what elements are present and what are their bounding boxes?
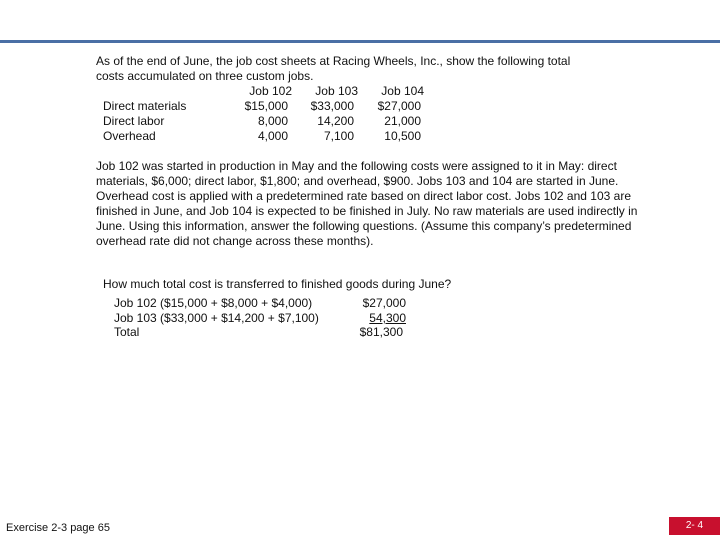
- answer-label-job-103: Job 103 ($33,000 + $14,200 + $7,100): [114, 311, 319, 325]
- header-job-102: Job 102: [249, 84, 292, 98]
- cell-dm-104: $27,000: [377, 99, 421, 113]
- problem-paragraph: [96, 159, 644, 249]
- intro-line-2: costs accumulated on three custom jobs.: [96, 69, 314, 83]
- cell-dl-102: 8,000: [257, 114, 288, 128]
- cell-oh-104: 10,500: [384, 129, 421, 143]
- question-text: How much total cost is transferred to finished goods during June?: [103, 277, 452, 291]
- paragraph-line: overhead rate did not change across these months).: [96, 234, 374, 248]
- cell-oh-102: 4,000: [257, 129, 288, 143]
- answer-value-job-103: 54,300: [369, 311, 406, 325]
- cell-dl-104: 21,000: [384, 114, 421, 128]
- paragraph-line: Job 102 was started in production in May and the following costs were assigned to it in May: direct: [96, 159, 617, 173]
- paragraph-line: finished in June, and Job 104 is expected to be finished in July. No raw materials are used indirectly in: [96, 204, 638, 218]
- cell-dm-102: $15,000: [244, 99, 288, 113]
- answer-label-total: Total: [114, 325, 140, 339]
- paragraph-line: Overhead cost is applied with a predetermined rate based on direct labor cost. Jobs 102 and 103 are: [96, 189, 631, 203]
- row-label-direct-labor: Direct labor: [103, 114, 165, 128]
- row-label-direct-materials: Direct materials: [103, 99, 187, 113]
- source-reference: Exercise 2-3 page 65: [6, 522, 110, 534]
- answer-value-job-102: $27,000: [362, 296, 406, 310]
- slide-number-badge: 2- 4: [669, 517, 720, 535]
- header-job-104: Job 104: [381, 84, 424, 98]
- paragraph-line: materials, $6,000; direct labor, $1,800; and overhead, $900. Jobs 103 and 104 are started in June.: [96, 174, 619, 188]
- intro-line-1: As of the end of June, the job cost sheets at Racing Wheels, Inc., show the following total: [96, 54, 571, 68]
- cell-oh-103: 7,100: [323, 129, 354, 143]
- row-label-overhead: Overhead: [103, 129, 156, 143]
- header-rule: [0, 40, 720, 43]
- paragraph-line: June. Using this information, answer the following questions. (Assume this company’s predetermined: [96, 219, 632, 233]
- cell-dl-103: 14,200: [317, 114, 354, 128]
- answer-value-total: $81,300: [359, 325, 403, 339]
- answer-label-job-102: Job 102 ($15,000 + $8,000 + $4,000): [114, 296, 313, 310]
- header-job-103: Job 103: [315, 84, 358, 98]
- cell-dm-103: $33,000: [310, 99, 354, 113]
